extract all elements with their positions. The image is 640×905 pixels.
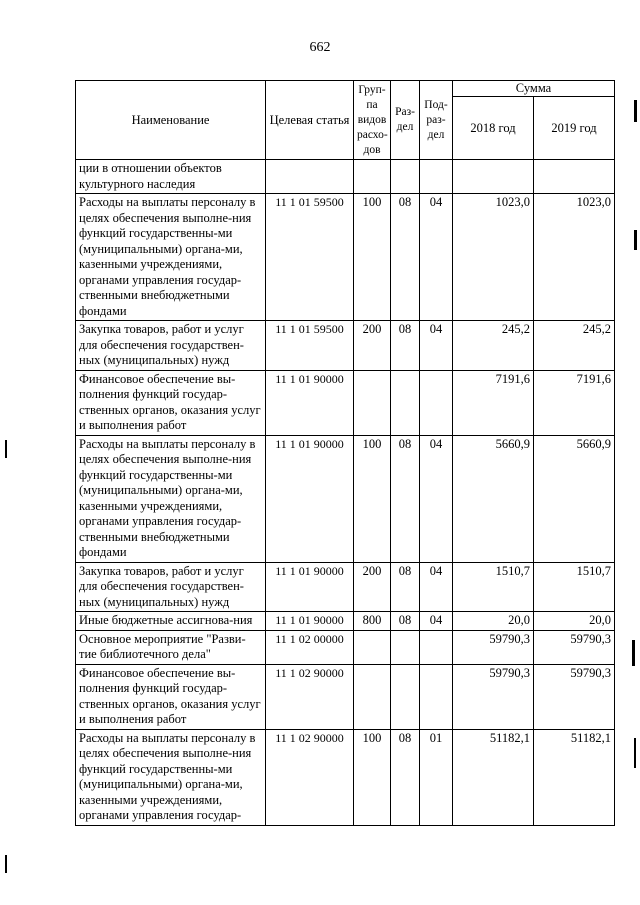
cell-name: Расходы на выплаты персоналу в целях обеспечения выполне-ния функций государственны-ми (муниципальными) органа-ми, казенными учреждениями, органами управления государ- <box>76 729 266 825</box>
header-target: Целевая статья <box>266 81 354 160</box>
header-year-2018: 2018 год <box>453 97 534 160</box>
scan-mark <box>634 738 636 768</box>
cell-group <box>354 370 391 435</box>
cell-2019: 59790,3 <box>534 630 615 664</box>
cell-subsection: 04 <box>420 562 453 612</box>
cell-section <box>391 630 420 664</box>
cell-name: Расходы на выплаты персоналу в целях обеспечения выполне-ния функций государственны-ми (муниципальными) органа-ми, казенными учреждениями, органами управления государ-ственными внебюджетными фондами <box>76 435 266 562</box>
cell-2019: 245,2 <box>534 321 615 371</box>
table-body <box>76 160 615 826</box>
header-sum: Сумма <box>453 81 615 97</box>
cell-target: 11 1 01 59500 <box>266 194 354 321</box>
cell-group: 800 <box>354 612 391 631</box>
cell-section <box>391 370 420 435</box>
table-row <box>76 664 615 729</box>
table-row <box>76 612 615 631</box>
budget-table <box>75 80 615 826</box>
cell-name: Основное мероприятие "Разви-тие библиотечного дела" <box>76 630 266 664</box>
header-group: Груп-па видов расхо-дов <box>354 81 391 160</box>
cell-2019: 7191,6 <box>534 370 615 435</box>
cell-section: 08 <box>391 321 420 371</box>
cell-target: 11 1 01 90000 <box>266 562 354 612</box>
cell-name: ции в отношении объектов культурного наследия <box>76 160 266 194</box>
cell-group: 200 <box>354 321 391 371</box>
cell-target: 11 1 01 90000 <box>266 370 354 435</box>
scan-mark <box>632 640 635 666</box>
cell-2018: 51182,1 <box>453 729 534 825</box>
cell-2019: 51182,1 <box>534 729 615 825</box>
cell-subsection: 04 <box>420 612 453 631</box>
cell-section: 08 <box>391 612 420 631</box>
cell-target: 11 1 02 90000 <box>266 664 354 729</box>
cell-subsection <box>420 370 453 435</box>
table-row <box>76 370 615 435</box>
cell-name: Иные бюджетные ассигнова-ния <box>76 612 266 631</box>
scan-mark <box>634 100 637 122</box>
header-year-2019: 2019 год <box>534 97 615 160</box>
cell-name: Закупка товаров, работ и услуг для обеспечения государствен-ных (муниципальных) нужд <box>76 562 266 612</box>
cell-2018: 20,0 <box>453 612 534 631</box>
cell-2018: 7191,6 <box>453 370 534 435</box>
cell-section: 08 <box>391 435 420 562</box>
header-name: Наименование <box>76 81 266 160</box>
cell-target: 11 1 01 90000 <box>266 435 354 562</box>
cell-section: 08 <box>391 729 420 825</box>
cell-subsection: 04 <box>420 194 453 321</box>
cell-section: 08 <box>391 562 420 612</box>
cell-2019: 5660,9 <box>534 435 615 562</box>
cell-group: 100 <box>354 435 391 562</box>
cell-section: 08 <box>391 194 420 321</box>
cell-target <box>266 160 354 194</box>
table-row <box>76 321 615 371</box>
cell-target: 11 1 02 00000 <box>266 630 354 664</box>
header-section: Раз-дел <box>391 81 420 160</box>
cell-2018: 1510,7 <box>453 562 534 612</box>
table-row <box>76 729 615 825</box>
cell-group <box>354 160 391 194</box>
cell-target: 11 1 01 59500 <box>266 321 354 371</box>
cell-2019: 20,0 <box>534 612 615 631</box>
cell-2019: 59790,3 <box>534 664 615 729</box>
cell-subsection <box>420 664 453 729</box>
cell-section <box>391 160 420 194</box>
cell-name: Финансовое обеспечение вы-полнения функций государ-ственных органов, оказания услуг и выполнения работ <box>76 370 266 435</box>
cell-2018: 1023,0 <box>453 194 534 321</box>
cell-2018: 59790,3 <box>453 664 534 729</box>
scan-mark <box>5 855 7 873</box>
cell-2018: 59790,3 <box>453 630 534 664</box>
cell-name: Финансовое обеспечение вы-полнения функций государ-ственных органов, оказания услуг и выполнения работ <box>76 664 266 729</box>
cell-target: 11 1 01 90000 <box>266 612 354 631</box>
table-row <box>76 194 615 321</box>
cell-subsection <box>420 160 453 194</box>
table-row <box>76 630 615 664</box>
cell-2018: 245,2 <box>453 321 534 371</box>
cell-2019: 1023,0 <box>534 194 615 321</box>
cell-subsection <box>420 630 453 664</box>
cell-group: 100 <box>354 729 391 825</box>
cell-subsection: 04 <box>420 435 453 562</box>
cell-group: 200 <box>354 562 391 612</box>
cell-name: Расходы на выплаты персоналу в целях обеспечения выполне-ния функций государственны-ми (муниципальными) органа-ми, казенными учреждениями, органами управления государ-ственными внебюджетными фондами <box>76 194 266 321</box>
table-row <box>76 435 615 562</box>
cell-2018 <box>453 160 534 194</box>
cell-2019 <box>534 160 615 194</box>
cell-target: 11 1 02 90000 <box>266 729 354 825</box>
cell-subsection: 04 <box>420 321 453 371</box>
header-row <box>76 81 615 97</box>
cell-group <box>354 630 391 664</box>
table-row <box>76 562 615 612</box>
cell-name: Закупка товаров, работ и услуг для обеспечения государствен-ных (муниципальных) нужд <box>76 321 266 371</box>
cell-group: 100 <box>354 194 391 321</box>
header-subsection: Под-раз-дел <box>420 81 453 160</box>
cell-section <box>391 664 420 729</box>
scan-mark <box>5 440 7 458</box>
cell-2019: 1510,7 <box>534 562 615 612</box>
page-number: 662 <box>309 40 331 55</box>
scan-mark <box>634 230 637 250</box>
cell-2018: 5660,9 <box>453 435 534 562</box>
cell-subsection: 01 <box>420 729 453 825</box>
cell-group <box>354 664 391 729</box>
table-row <box>76 160 615 194</box>
